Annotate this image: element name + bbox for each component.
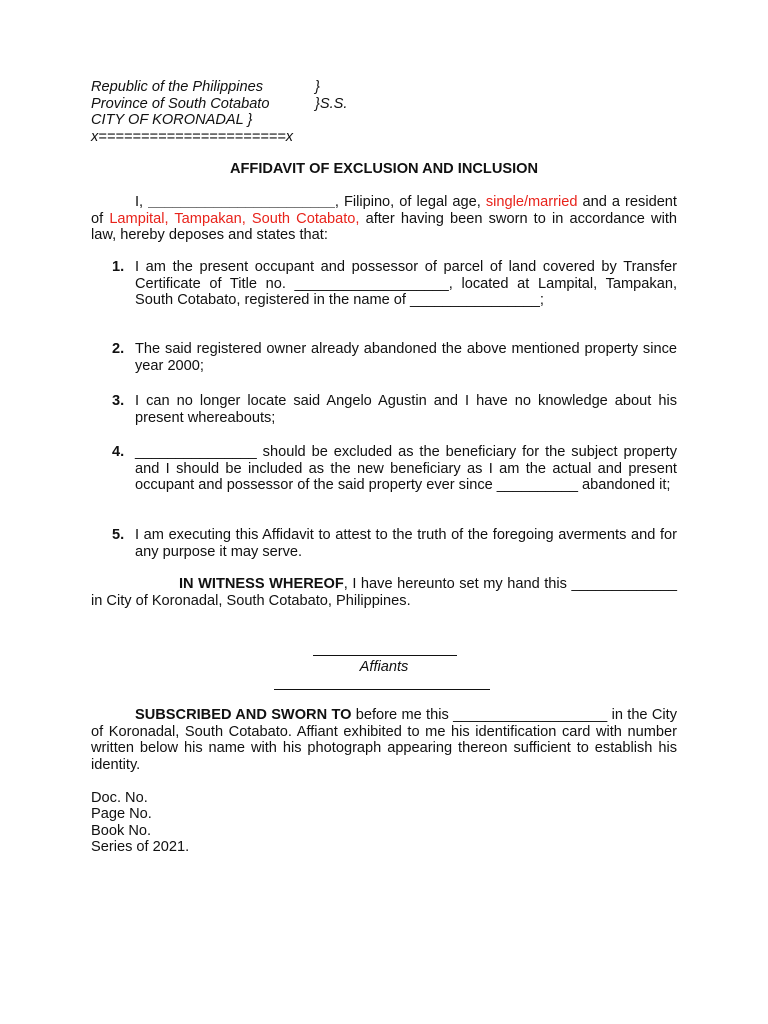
jurat-paragraph [91, 707, 677, 773]
averment-4 [112, 444, 677, 494]
witness-paragraph [91, 576, 677, 609]
intro-part2: , Filipino, of legal age, [334, 194, 486, 210]
doc-no: Doc. No. [91, 790, 148, 806]
averment-2 [112, 341, 677, 374]
caption-province: Province of South Cotabato [91, 95, 270, 112]
averment-text: _______________ should be excluded as the beneficiary for the subject property and I should be included as the new beneficiary as I am the actual and present occupant and possessor of the said property ever since __________ abandoned it; [135, 444, 677, 494]
witness-heading: IN WITNESS WHEREOF [179, 576, 344, 592]
intro-paragraph [91, 194, 677, 244]
averment-number: 3. [112, 393, 125, 409]
averment-1 [112, 259, 677, 309]
series: Series of 2021. [91, 838, 190, 855]
jurat-heading: SUBSCRIBED AND SWORN TO [135, 707, 352, 723]
averment-number: 4. [112, 444, 125, 460]
averment-text: I can no longer locate said Angelo Agustin and I have no knowledge about his present whereabouts; [135, 393, 677, 426]
witness-text: , I have hereunto set my hand this _____________ in City of Koronadal, South Cotabato, Philippines. [91, 576, 677, 609]
averment-number: 2. [112, 341, 125, 357]
averment-3 [112, 393, 677, 426]
affiants-label: Affiants [359, 659, 409, 675]
venue-caption [91, 79, 347, 145]
averment-text: I am the present occupant and possessor of parcel of land covered by Transfer Certificate of Title no. ___________________, located at Lampital, Tampakan, South Cotabato, registered in the name of ________________; [135, 259, 677, 309]
caption-brace-1: } [315, 79, 320, 95]
averment-number: 5. [112, 527, 125, 543]
affiant-signature-line [313, 655, 457, 656]
caption-separator: x======================x [91, 128, 294, 145]
residence: Lampital, Tampakan, South Cotabato, [109, 210, 360, 227]
jurat-text: before me this ___________________ in the City of Koronadal, South Cotabato. Affiant exhibited to me his identification card with number written below his name with his photograph appearing thereon sufficient to establish his identity. [91, 707, 677, 773]
intro-prefix: I, [135, 194, 149, 210]
averment-5 [112, 527, 677, 560]
caption-republic: Republic of the Philippines [91, 79, 263, 95]
second-signature-line [274, 689, 490, 690]
averment-text: The said registered owner already abandoned the above mentioned property since year 2000; [135, 341, 677, 374]
page-no: Page No. [91, 806, 152, 823]
affiant-name-blank: _______________________ [148, 194, 335, 210]
averment-text: I am executing this Affidavit to attest to the truth of the foregoing averments and for any purpose it may serve. [135, 527, 677, 560]
document-title: AFFIDAVIT OF EXCLUSION AND INCLUSION [229, 161, 539, 177]
civil-status: single/married [485, 194, 578, 210]
caption-city: CITY OF KORONADAL } [91, 112, 253, 128]
averment-number: 1. [112, 259, 125, 275]
book-no: Book No. [91, 822, 152, 839]
caption-ss: }S.S. [315, 95, 348, 112]
intro-part3: and a resident of [91, 194, 677, 227]
intro-part4: after having been sworn to in accordance with law, hereby deposes and states that: [91, 210, 677, 244]
notarial-register [91, 790, 189, 855]
